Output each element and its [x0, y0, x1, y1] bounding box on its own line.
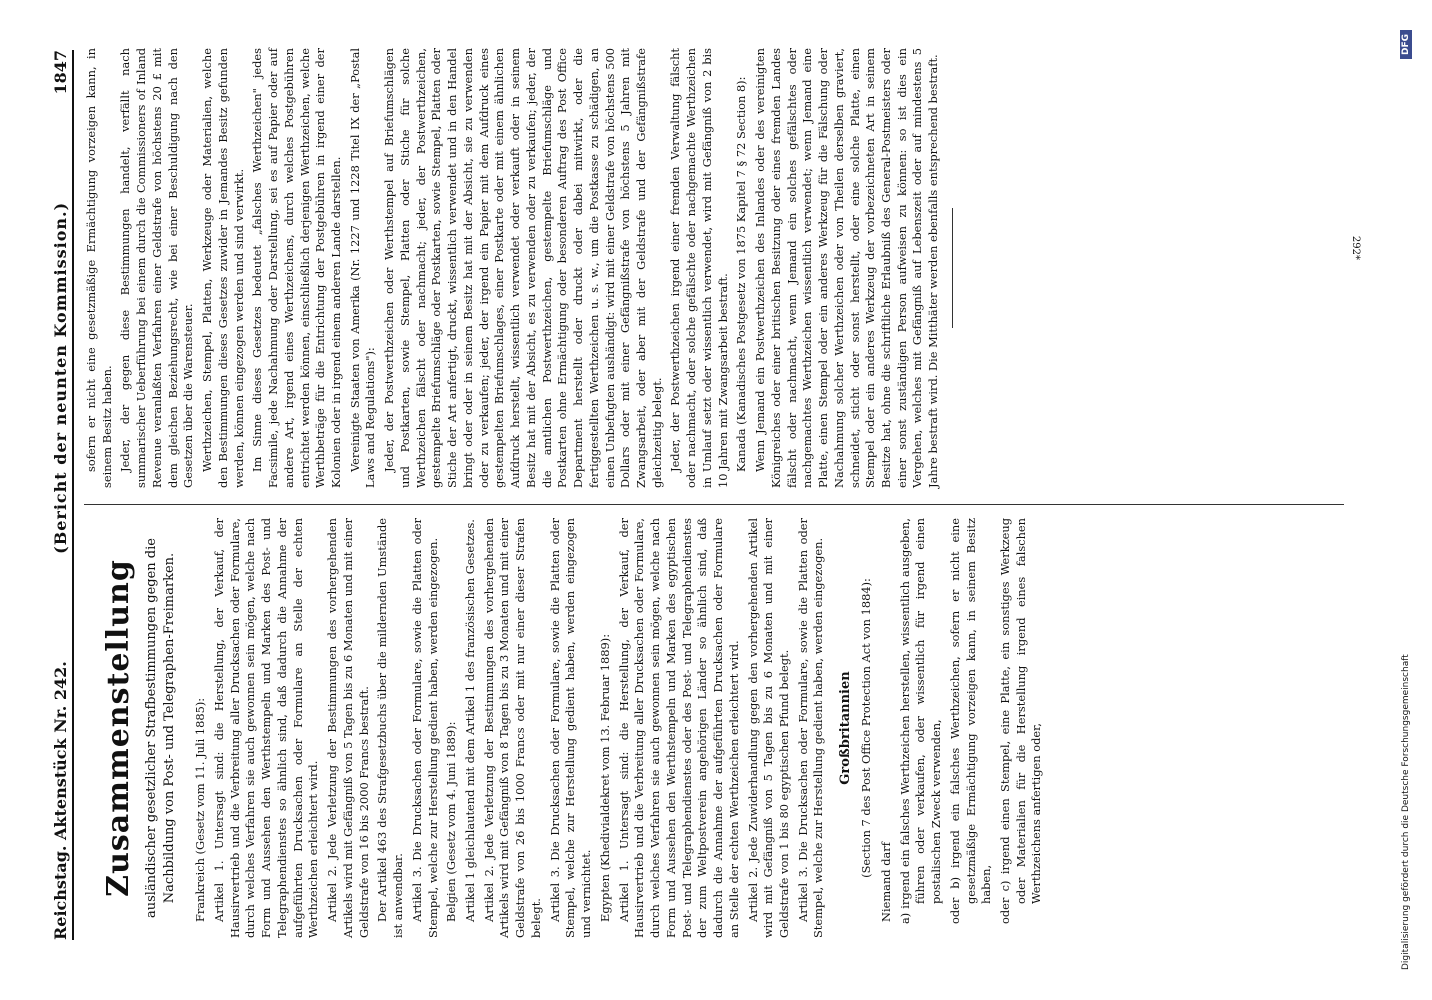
header-left: Reichstag. Aktenstück Nr. 242. — [51, 661, 70, 940]
dfg-logo: DFG — [1400, 30, 1412, 59]
paragraph: Egypten (Khedivialdekret vom 13. Februar 1889): — [597, 633, 612, 922]
page-number: 1847 — [51, 50, 70, 95]
paragraph: Frankreich (Gesetz vom 11. Juli 1885): — [193, 697, 208, 922]
paragraph: Artikel 2. Jede Zuwiderhandlung gegen den vorhergehenden Artikel wird mit Gefängniß von 5 Tagen bis zu 6 Monaten und mit einer Geldstrafe von 1 bis 80 egyptischen Pfund belegt. — [745, 518, 791, 938]
paragraph: Werthzeichen, Stempel, Platten, Werkzeuge oder Materialien, welche den Bestimmungen dieses Gesetzes zuwider in Jemandes Besitz gefunden werden, können eingezogen werden und sind verwirkt. — [200, 48, 246, 488]
paragraph: Artikel 2. Jede Verletzung der Bestimmungen des vorhergehenden Artikels wird mit Gefängniß von 5 Tagen bis zu 6 Monaten und mit einer Geldstrafe von 16 bis 2000 Francs bestraft. — [325, 518, 371, 938]
header-center: (Bericht der neunten Kommission.) — [51, 201, 70, 554]
document-title: Zusammenstellung — [101, 559, 136, 897]
paragraph: Im Sinne dieses Gesetzes bedeutet „falsches Werthzeichen" jedes Facsimile, jede Nachahmung oder Darstellung, sei es auf Papier oder auf andere Art, irgend eines Werthzeichens, durch welches Postgebühren entrichtet werden können, einschließlich derjenigen Werthzeichen, welche Werthbeträge für die Entrichtung der Postgebühren in irgend einer der Kolonien oder in irgend einem anderen Lande darstellen. — [250, 48, 344, 488]
footer-text: Digitalisierung gefördert durch die Deutsche Forschungsgemeinschaft — [1401, 654, 1411, 970]
document-subtitle: ausländischer gesetzlicher Strafbestimmungen gegen die Nachbildung von Post- und Telegraphen-Freimarken. — [144, 538, 178, 918]
list-item: oder b) irgend ein falsches Werthzeichen, sofern er nicht eine gesetzmäßige Ermächtigung vorzeigen kann, in seinem Besitz haben, — [947, 518, 994, 924]
paragraph: Vereinigte Staaten von Amerika (Nr. 1227 und 1228 Titel IX der „Postal Laws and Regulations"): — [347, 48, 378, 488]
paragraph: Jeder, der gegen diese Bestimmungen handelt, verfällt nach summarischer Ueberführung bei einem durch die Commissioners of Inland Revenue veranlaßten Verfahren einer Geldstrafe von höchstens 20 £ mit dem gleichen Beziehungsrecht, wie bei einer Beschuldigung nach den Gesetzen über die Warensteuer. — [118, 48, 196, 488]
end-rule — [952, 208, 953, 328]
signature-mark: 292* — [1350, 235, 1361, 260]
right-column — [84, 48, 963, 488]
paragraph: Wenn Jemand ein Postwerthzeichen des Inlandes oder des vereinigten Königreiches oder einer britischen Besitzung oder eines fremden Landes fälscht oder nachmacht, wenn Jemand ein solches gefälschtes oder nachgemachtes Werthzeichen wissentlich verwendet; wenn Jemand eine Platte, einen Stempel oder ein anderes Werkzeug für die Fälschung oder Nachahmung solcher Werthzeichen oder von Theilen derselben graviert, schneidet, sticht oder sonst herstellt, oder eine solche Platte, einen Stempel oder ein anderes Werkzeug der vorbezeichneten Art in seinem Besitze hat, ohne die schriftliche Erlaubniß des General-Postmeisters oder einer sonst zuständigen Person aufweisen zu können: so ist dies ein Vergehen, welches mit Gefängniß auf Lebenszeit oder auf mindestens 5 Jahre bestraft wird. Die Mitthäter werden ebenfalls entsprechend bestraft. — [753, 48, 941, 488]
right-column-body — [84, 48, 942, 488]
left-column — [84, 518, 1048, 938]
paragraph: Jeder, der Postwerthzeichen irgend einer fremden Verwaltung fälscht oder nachmacht, oder solche gefälschte oder nachgemachte Werthzeichen in Umlauf setzt oder wissentlich verwendet, wird mit Gefängniß von 2 bis 10 Jahren mit Zwangsarbeit bestraft. — [668, 48, 730, 488]
list-item: a) irgend ein falsches Werthzeichen herstellen, wissentlich ausgeben, führen oder verkaufen, oder wissentlich für irgend einen postalischen Zweck verwenden, — [897, 518, 944, 924]
paragraph: Belgien (Gesetz vom 4. Juni 1889): — [444, 721, 459, 922]
paragraph: Kanada (Kanadisches Postgesetz von 1875 Kapitel 7 § 72 Section 8): — [734, 76, 749, 472]
section-note: (Section 7 des Post Office Protection Act von 1884): — [859, 578, 874, 878]
paragraph: Artikel 3. Die Drucksachen oder Formulare, sowie die Platten oder Stempel, welche zur Herstellung gedient haben, werden eingezogen. — [795, 518, 826, 938]
paragraph: sofern er nicht eine gesetzmäßige Ermächtigung vorzeigen kann, in seinem Besitz haben. — [84, 48, 114, 488]
paragraph: Artikel 1. Untersagt sind: die Herstellung, der Verkauf, der Hausirvertrieb und die Verbreitung aller Drucksachen oder Formulare, durch welches Verfahren sie auch gewonnen sein mögen, welche nach Form und Aussehen den Werthstempeln und Marken des Post- und Telegraphendienstes so ähnlich sind, daß dadurch die Annahme der aufgeführten Drucksachen oder Formulare an Stelle der echten Werthzeichen erleichtert wird. — [212, 518, 321, 938]
paragraph: Artikel 1 gleichlautend mit dem Artikel 1 des französischen Gesetzes. — [463, 519, 478, 922]
paragraph: Niemand darf — [878, 842, 893, 922]
paragraph: Jeder, der Postwerthzeichen oder Werthstempel auf Briefumschlägen und Postkarten, sowie Stempel, Platten oder Stiche für solche Werthzeichen fälscht oder nachmacht; jeder, der Postwerthzeichen, gestempelte Briefumschläge oder Postkarten, sowie Stempel, Platten oder Stiche der Art anfertigt, druckt, wissentlich verwendet und in den Handel bringt oder oder in seinem Besitz hat mit der Absicht, sie zu verwenden oder zu verkaufen; jeder, der irgend ein Papier mit dem Aufdruck eines gestempelten Briefumschlages, einer Postkarte oder mit einem ähnlichen Aufdruck herstellt, wissentlich verwendet oder verkauft oder in seinem Besitz hat mit der Absicht, es zu verwenden oder zu verkaufen; jeder, der die amtlichen Postwerthzeichen, gestempelte Briefumschläge und Postkarten ohne Ermächtigung oder besonderen Auftrag des Post Office Department herstellt oder druckt oder dabei mitwirkt, oder die fertiggestellten Werthzeichen u. s. w., um die Postkasse zu schädigen, an einen Unbefugten aushändigt: wird mit einer Geldstrafe von höchstens 500 Dollars oder mit einer Gefängnißstrafe von höchstens 5 Jahren mit Zwangsarbeit, oder aber mit der Geldstrafe und der Gefängnißstrafe gleichzeitig belegt. — [382, 48, 664, 488]
digitization-footer — [1400, 30, 1412, 970]
paragraph: Artikel 3. Die Drucksachen oder Formulare, sowie die Platten oder Stempel, welche zur Herstellung gedient haben, werden eingezogen und vernichtet. — [547, 518, 594, 938]
left-column-body — [193, 518, 1045, 938]
page-header — [36, 50, 70, 940]
list-item: oder c) irgend einen Stempel, eine Platte, ein sonstiges Werkzeug oder Materialien für die Herstellung irgend eines falschen Werthzeichens anfertigen oder, — [997, 518, 1044, 924]
header-rule — [72, 50, 74, 940]
column-divider — [84, 504, 1344, 505]
paragraph: Der Artikel 463 des Strafgesetzbuchs über die mildernden Umstände ist anwendbar. — [375, 518, 406, 938]
paragraph: Artikel 2. Jede Verletzung der Bestimmungen des vorhergehenden Artikels wird mit Gefängniß von 8 Tagen bis zu 3 Monaten und mit einer Geldstrafe von 26 bis 1000 Francs oder mit nur einer dieser Strafen belegt. — [481, 518, 543, 938]
section-heading: Großbritannien — [838, 671, 854, 785]
paragraph: Artikel 3. Die Drucksachen oder Formulare, sowie die Platten oder Stempel, welche zur Herstellung gedient haben, werden eingezogen. — [409, 518, 440, 938]
paragraph: Artikel 1. Untersagt sind: die Herstellung, der Verkauf, der Hausirvertrieb und die Verbreitung aller Drucksachen oder Formulare, durch welches Verfahren sie auch gewonnen sein mögen, welche nach Form und Aussehen den Werthstempeln und Marken des egyptischen Post- und Telegraphendienstes oder des Post- und Telegraphendienstes der zum Weltpostverein angehörigen Länder so ähnlich sind, daß dadurch die Annahme der aufgeführten Drucksachen oder Formulare an Stelle der echten Werthzeichen erleichtert wird. — [616, 518, 741, 938]
